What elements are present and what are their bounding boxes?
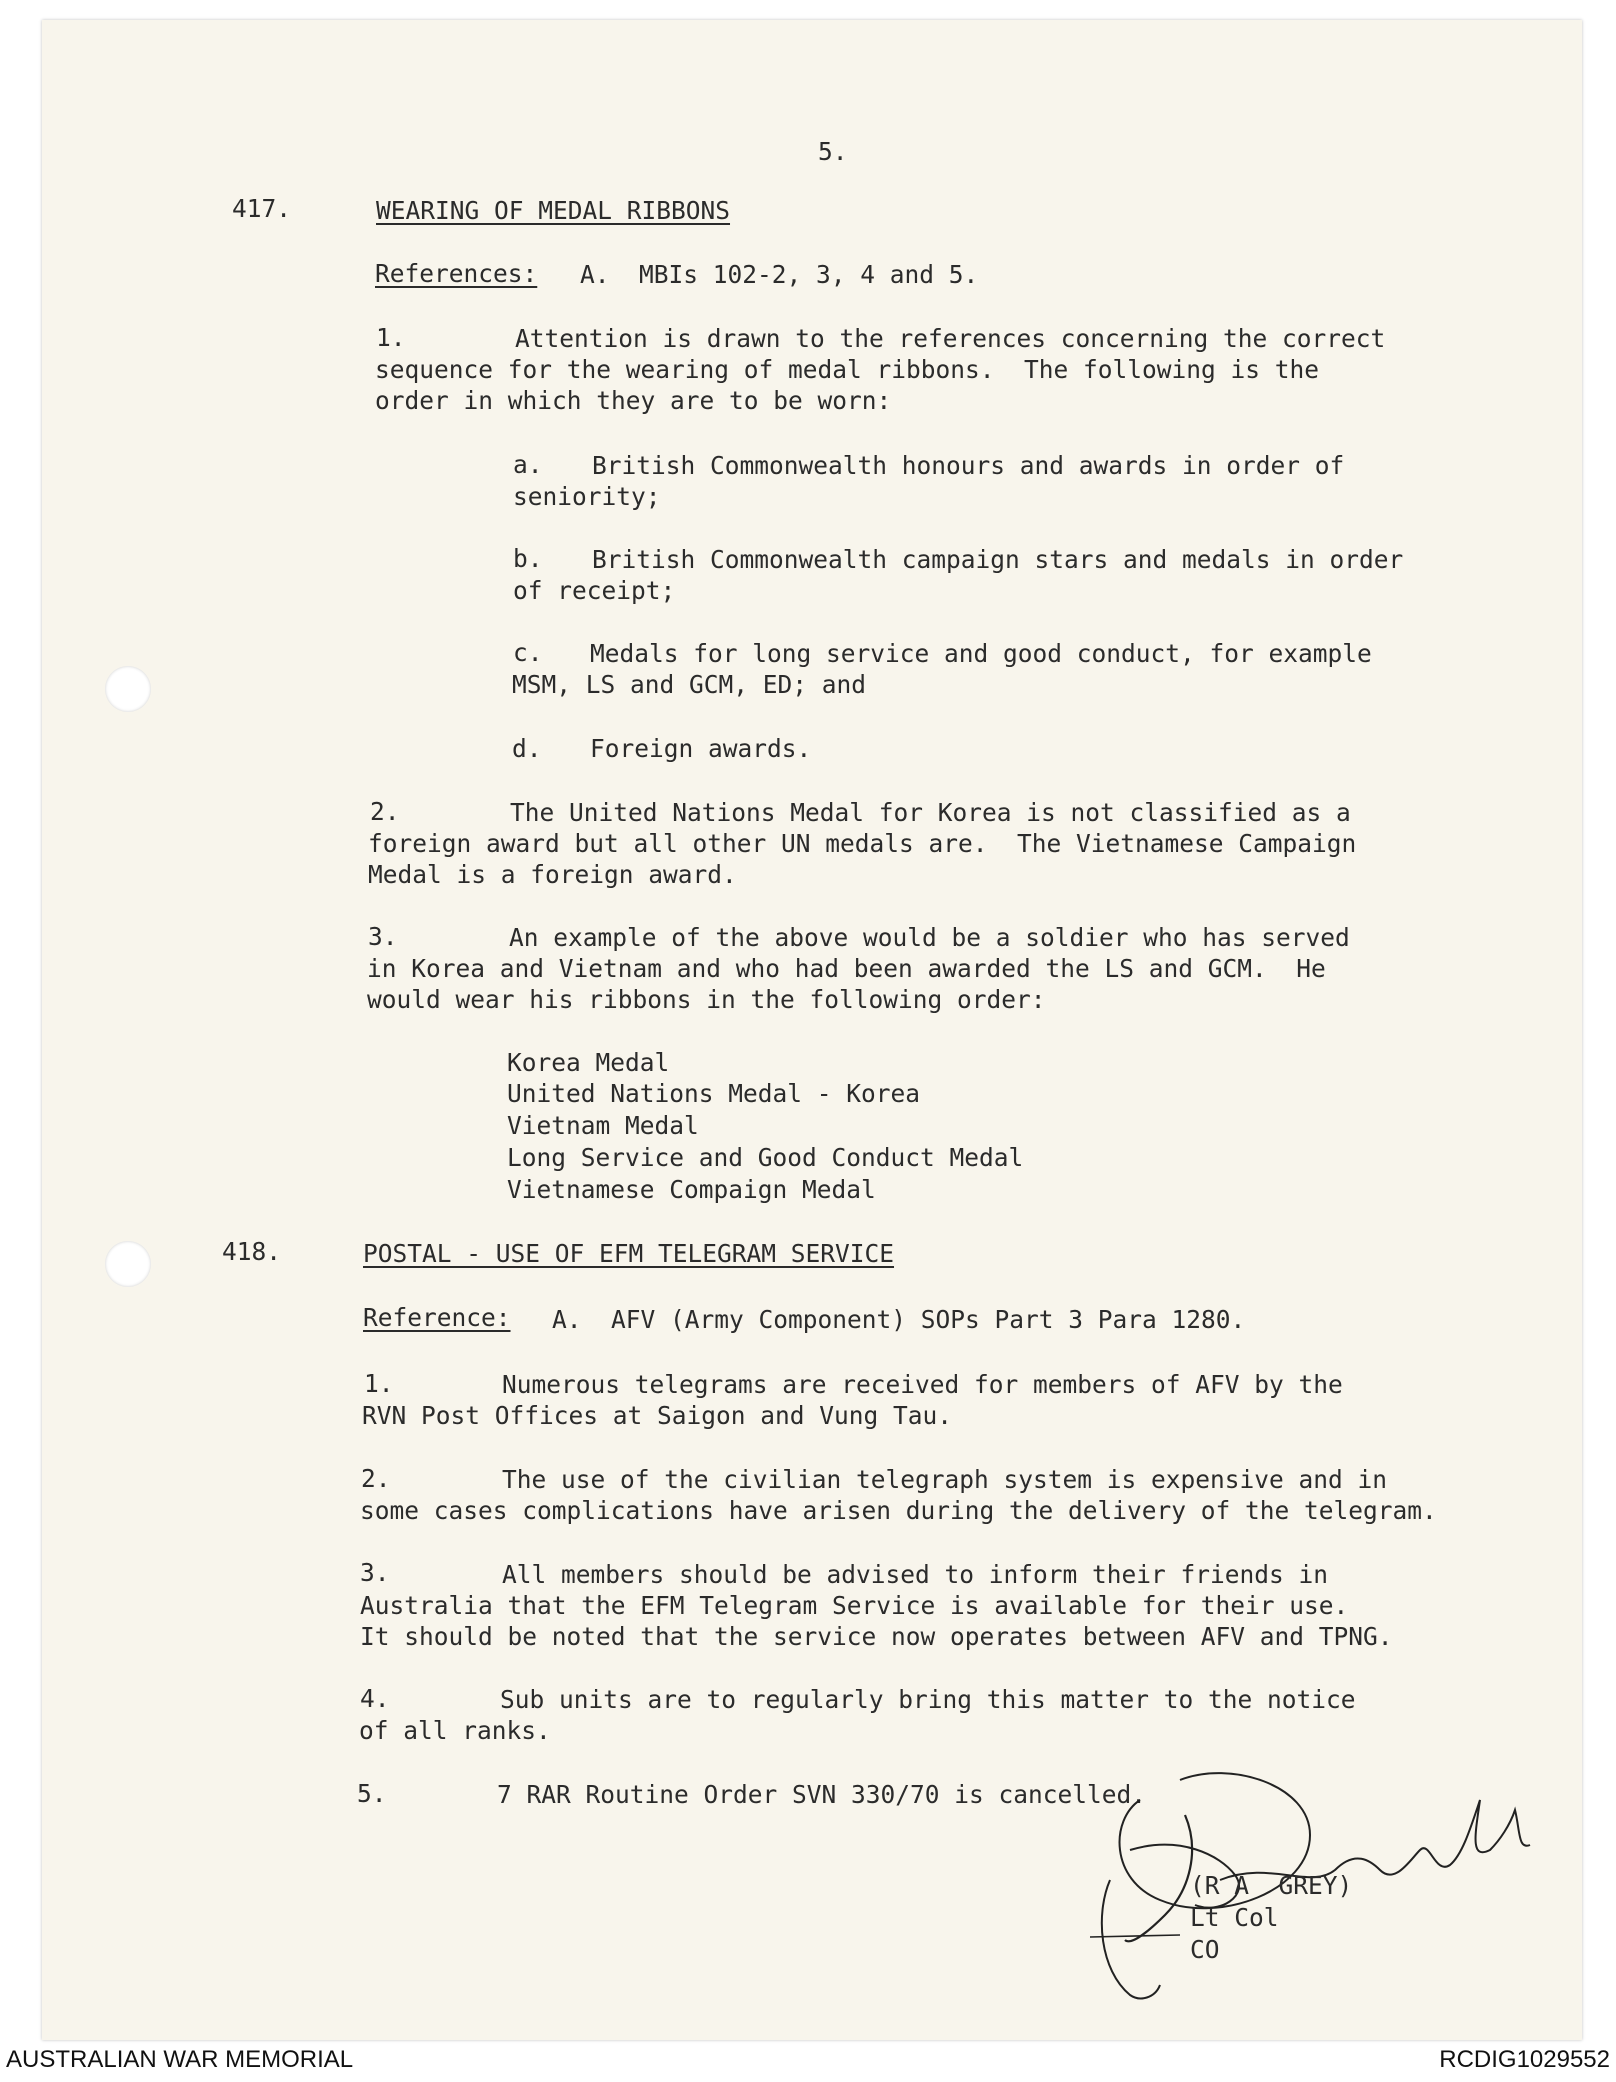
paragraph-number: 2.	[370, 797, 400, 826]
paragraph-line: It should be noted that the service now operates between AFV and TPNG.	[360, 1622, 1393, 1651]
medal-list-item: United Nations Medal - Korea	[507, 1079, 921, 1108]
sub-item-line: British Commonwealth honours and awards in order of	[592, 451, 1345, 480]
paragraph-number: 5.	[357, 1779, 387, 1808]
paragraph-line: would wear his ribbons in the following order:	[367, 985, 1046, 1014]
paragraph-line: The United Nations Medal for Korea is not classified as a	[510, 798, 1351, 827]
paragraph-line: All members should be advised to inform their friends in	[502, 1560, 1329, 1589]
sub-item-line: Foreign awards.	[590, 734, 812, 763]
paragraph-line: Medal is a foreign award.	[368, 860, 737, 889]
sub-item-line: of receipt;	[513, 576, 676, 605]
section-number: 417.	[232, 194, 292, 223]
footer-record-id: RCDIG1029552	[1439, 2046, 1610, 2073]
medal-list-item: Vietnam Medal	[507, 1111, 699, 1140]
paragraph-line: order in which they are to be worn:	[375, 386, 892, 415]
sub-item-letter: c.	[513, 638, 543, 667]
paragraph-line: of all ranks.	[359, 1716, 551, 1745]
signatory-name: (R A GREY)	[1190, 1871, 1353, 1900]
paragraph-line: 7 RAR Routine Order SVN 330/70 is cancelled.	[497, 1780, 1147, 1809]
sub-item-line: seniority;	[513, 482, 661, 511]
sub-item-letter: d.	[512, 734, 542, 763]
paragraph-line: Attention is drawn to the references concerning the correct	[515, 324, 1386, 353]
medal-list-item: Vietnamese Compaign Medal	[507, 1175, 876, 1204]
paragraph-line: Numerous telegrams are received for members of AFV by the	[502, 1370, 1343, 1399]
paragraph-line: Australia that the EFM Telegram Service is available for their use.	[360, 1591, 1349, 1620]
paragraph-line: foreign award but all other UN medals are. The Vietnamese Campaign	[368, 829, 1357, 858]
sub-item-line: MSM, LS and GCM, ED; and	[512, 670, 867, 699]
signatory-appointment: CO	[1190, 1935, 1220, 1964]
sub-item-line: British Commonwealth campaign stars and medals in order	[592, 545, 1404, 574]
paragraph-number: 1.	[376, 323, 406, 352]
medal-list-item: Korea Medal	[507, 1048, 670, 1077]
footer-archive-name: AUSTRALIAN WAR MEMORIAL	[6, 2046, 354, 2073]
paragraph-line: some cases complications have arisen during the delivery of the telegram.	[360, 1496, 1437, 1525]
punch-hole	[105, 1241, 151, 1287]
sub-item-letter: b.	[513, 544, 543, 573]
paragraph-number: 4.	[360, 1684, 390, 1713]
paragraph-line: The use of the civilian telegraph system is expensive and in	[502, 1465, 1388, 1494]
paragraph-line: Sub units are to regularly bring this matter to the notice	[500, 1685, 1356, 1714]
page-number: 5.	[818, 137, 848, 166]
paragraph-number: 3.	[360, 1558, 390, 1587]
section-number: 418.	[222, 1237, 282, 1266]
references-text: A. MBIs 102-2, 3, 4 and 5.	[580, 260, 979, 289]
references-text: A. AFV (Army Component) SOPs Part 3 Para 1280.	[552, 1305, 1246, 1334]
paragraph-line: sequence for the wearing of medal ribbons. The following is the	[375, 355, 1320, 384]
sub-item-line: Medals for long service and good conduct, for example	[590, 639, 1372, 668]
punch-hole	[105, 666, 151, 712]
section-title: WEARING OF MEDAL RIBBONS	[376, 196, 731, 225]
medal-list-item: Long Service and Good Conduct Medal	[507, 1143, 1024, 1172]
signatory-rank: Lt Col	[1190, 1903, 1279, 1932]
sub-item-letter: a.	[513, 450, 543, 479]
paragraph-line: RVN Post Offices at Saigon and Vung Tau.	[362, 1401, 953, 1430]
paragraph-line: An example of the above would be a soldier who has served	[509, 923, 1350, 952]
paragraph-number: 2.	[361, 1464, 391, 1493]
section-title: POSTAL - USE OF EFM TELEGRAM SERVICE	[363, 1239, 895, 1268]
paragraph-line: in Korea and Vietnam and who had been awarded the LS and GCM. He	[367, 954, 1326, 983]
paragraph-number: 3.	[368, 922, 398, 951]
references-label: Reference:	[363, 1303, 511, 1332]
paragraph-number: 1.	[364, 1369, 394, 1398]
references-label: References:	[375, 259, 538, 288]
